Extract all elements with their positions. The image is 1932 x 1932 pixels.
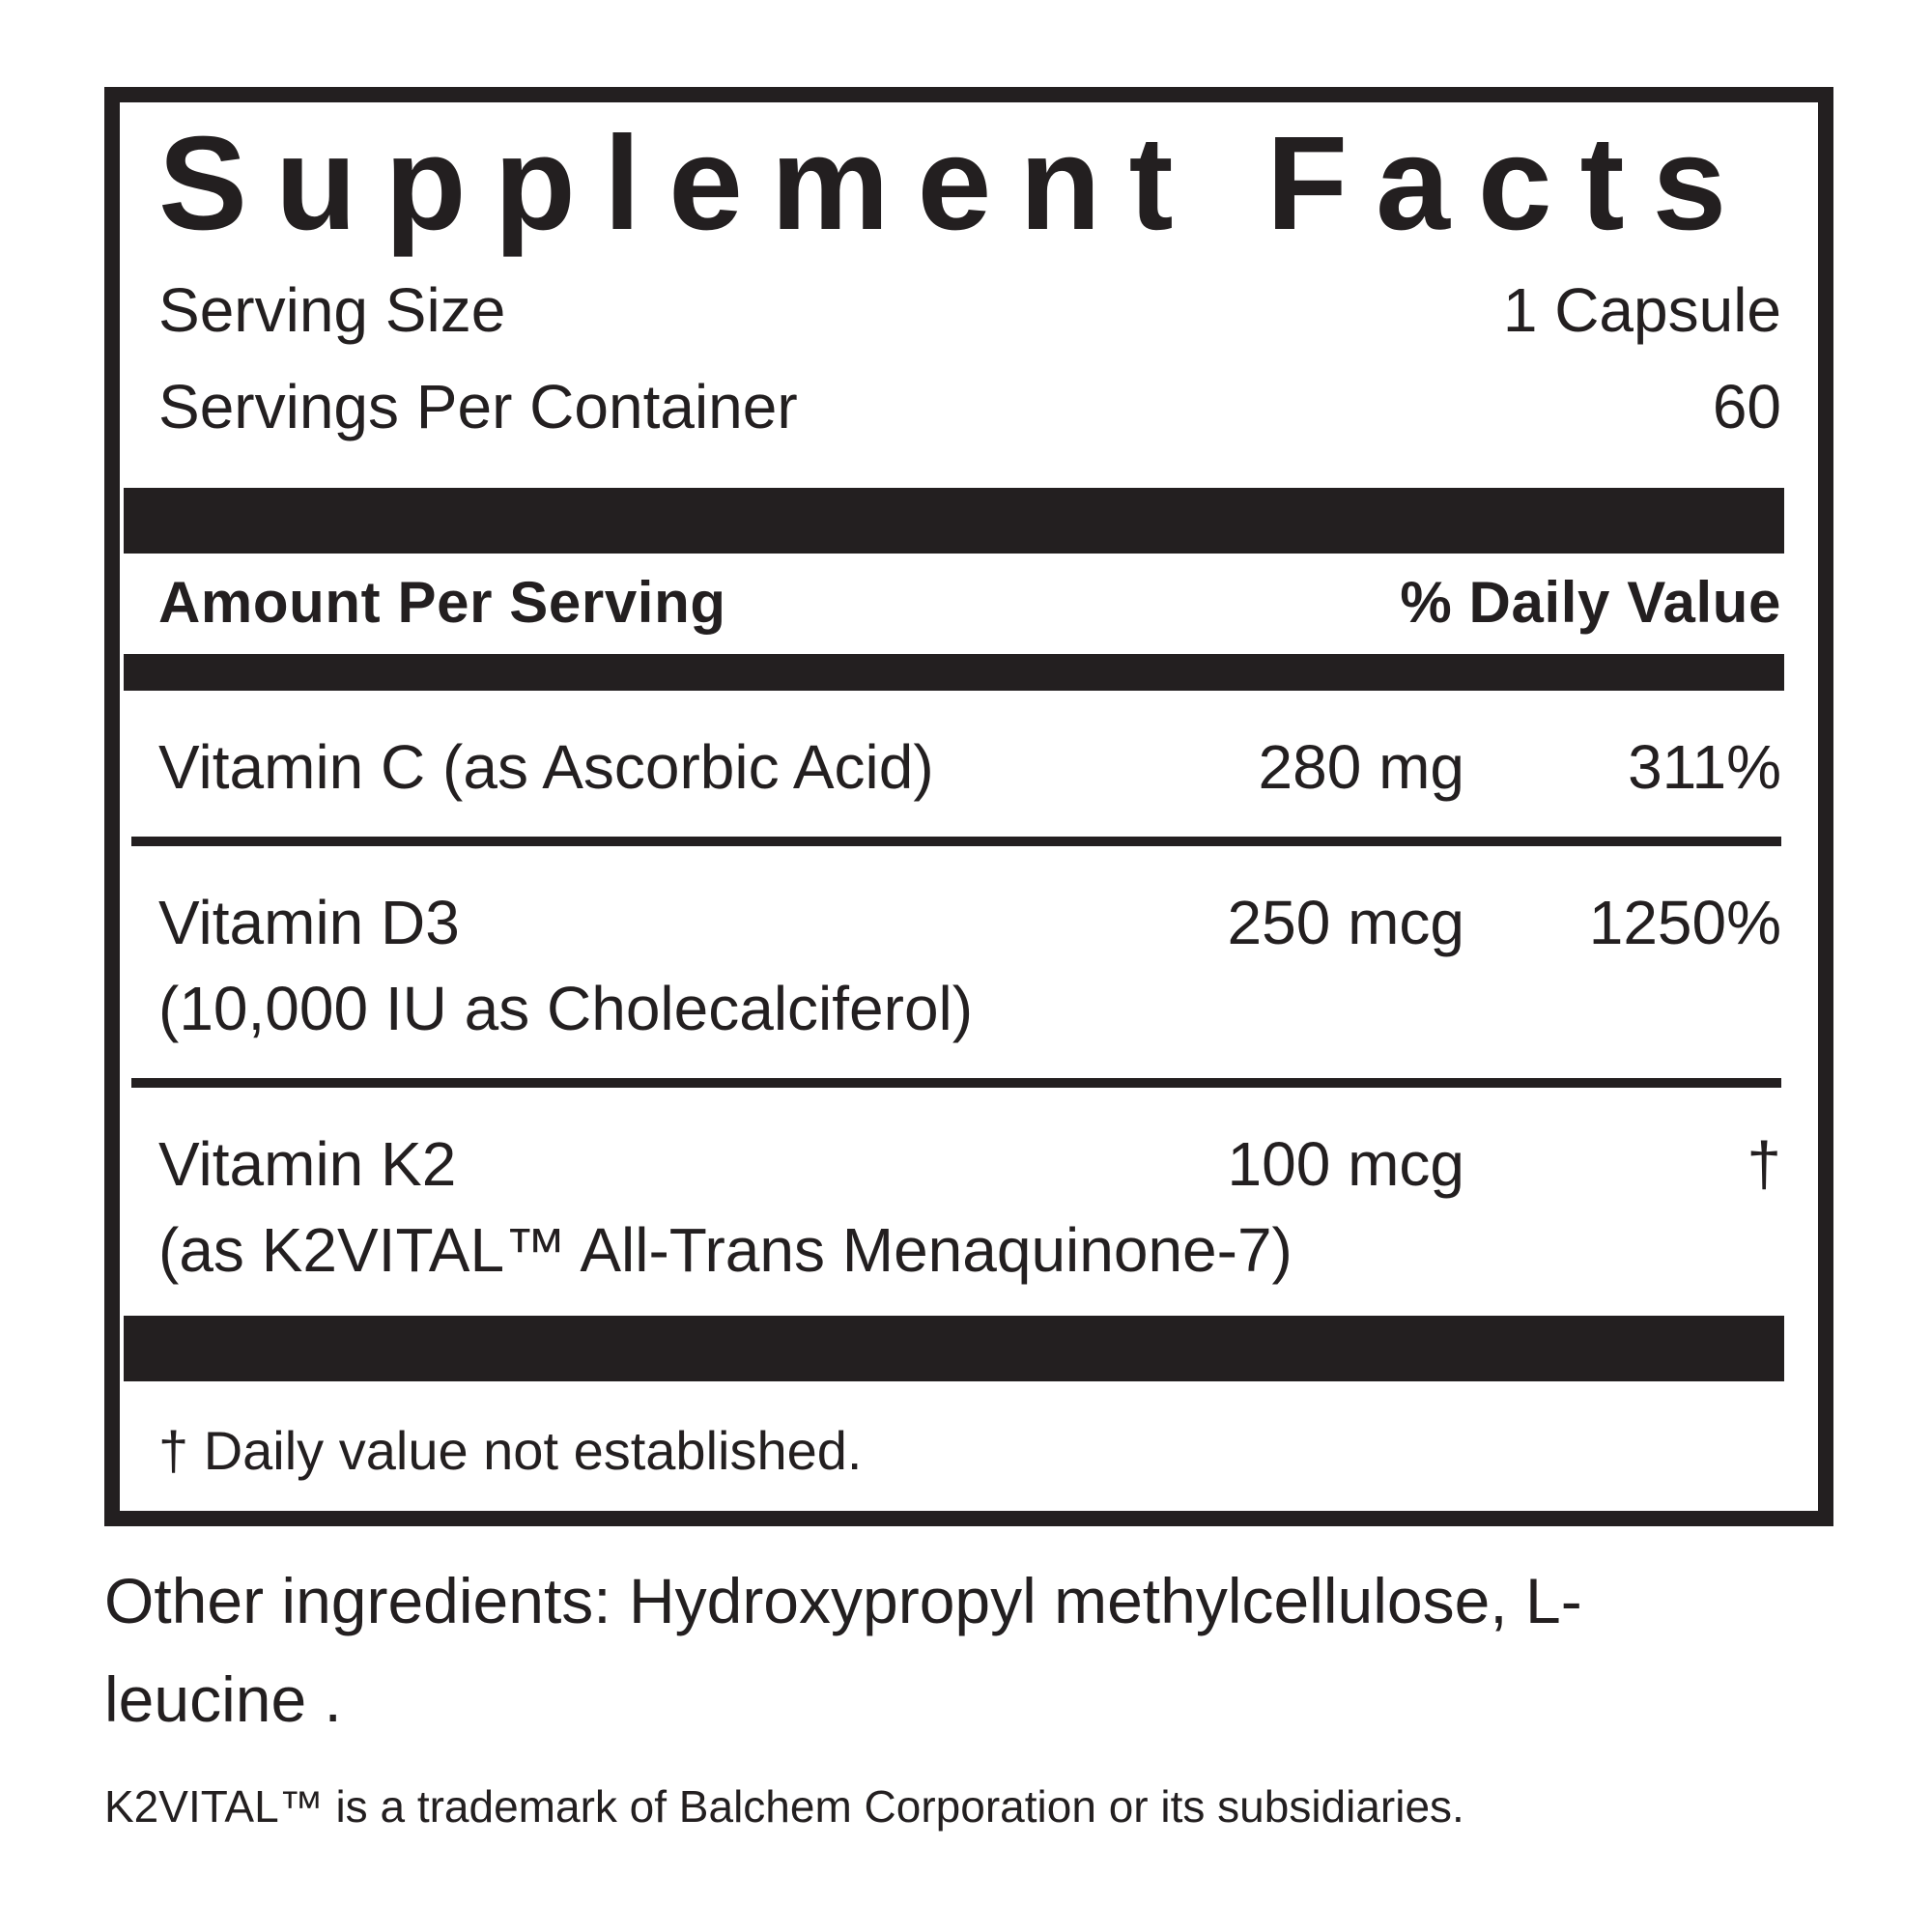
daily-value-footnote: † Daily value not established.: [158, 1420, 863, 1481]
nutrient-daily-value: 1250%: [1588, 888, 1781, 957]
nutrient-name: Vitamin C (as Ascorbic Acid): [158, 732, 934, 802]
panel-title: Supplement Facts: [158, 109, 1755, 258]
nutrient-daily-value: †: [1747, 1129, 1781, 1199]
nutrient-amount: 250 mcg: [1227, 888, 1464, 957]
nutrient-amount: 100 mcg: [1227, 1129, 1464, 1199]
nutrient-subline: (as K2VITAL™ All-Trans Menaquinone-7): [158, 1215, 1293, 1285]
servings-per-container-row: [158, 358, 1781, 455]
nutrient-row-vitamin-d3: [158, 846, 1781, 1045]
row-divider: [131, 837, 1781, 846]
nutrient-name: Vitamin K2: [158, 1129, 457, 1199]
nutrient-main-line: [158, 691, 1781, 804]
amount-per-serving-header: Amount Per Serving: [158, 570, 726, 635]
nutrient-daily-value: 311%: [1628, 732, 1781, 802]
nutrient-row-vitamin-k2: [158, 1088, 1781, 1287]
section-divider-bar-under-header: [124, 654, 1784, 691]
other-ingredients-text: Other ingredients: Hydroxypropyl methylcellulose, L-leucine .: [104, 1565, 1582, 1735]
serving-size-value: 1 Capsule: [1502, 275, 1781, 345]
servings-per-container-label: Servings Per Container: [158, 372, 798, 441]
nutrient-name: Vitamin D3: [158, 888, 460, 957]
supplement-facts-panel: [104, 87, 1833, 1526]
nutrient-subline: (10,000 IU as Cholecalciferol): [158, 974, 974, 1043]
section-divider-bar-top: [124, 488, 1784, 554]
nutrient-amount: 280 mg: [1258, 732, 1464, 802]
serving-size-row: [158, 262, 1781, 358]
trademark-note: K2VITAL™ is a trademark of Balchem Corporation or its subsidiaries.: [104, 1781, 1464, 1832]
column-header-row: [158, 554, 1781, 654]
servings-per-container-value: 60: [1712, 372, 1781, 441]
percent-daily-value-header: % Daily Value: [1400, 570, 1781, 635]
nutrient-main-line: [158, 846, 1781, 959]
section-divider-bar-bottom: [124, 1316, 1784, 1381]
serving-size-label: Serving Size: [158, 275, 506, 345]
panel-content: [120, 102, 1818, 1482]
row-divider: [131, 1078, 1781, 1088]
nutrient-main-line: [158, 1088, 1781, 1201]
nutrient-row-vitamin-c: [158, 691, 1781, 804]
